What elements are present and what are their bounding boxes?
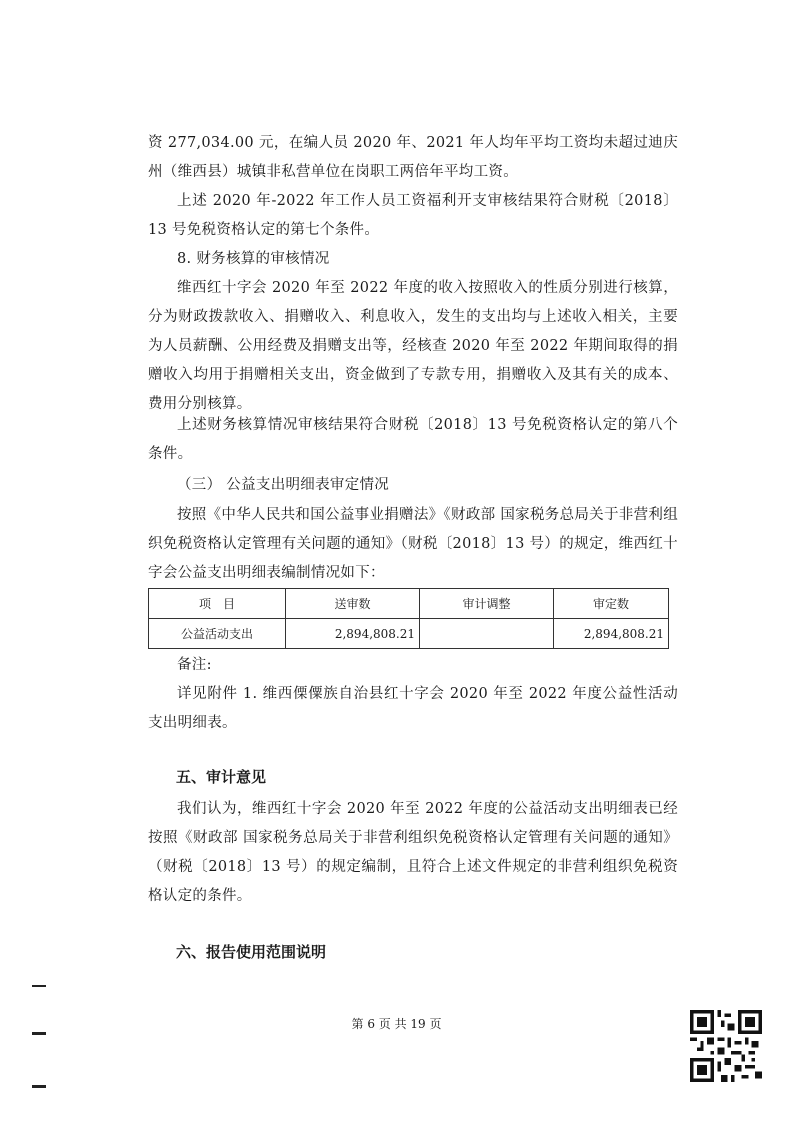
section-five-title: 五、审计意见: [176, 768, 267, 786]
paragraph-accounting-detail: 维西红十字会 2020 年至 2022 年度的收入按照收入的性质分别进行核算，分为财政拨款收入、捐赠收入、利息收入，发生的支出均与上述收入相关，主要为人员薪酬、公用经费及捐赠支出等，经核查 2020 年至 2022 年期间取得的捐赠收入均用于捐赠相关支出，资金做到了专款专用，捐赠收入及其有关的成本、费用分别核算。: [148, 280, 678, 412]
scan-mark: [32, 1032, 46, 1035]
paragraph-salary-conclusion: 资 277,034.00 元，在编人员 2020 年、2021 年人均年平均工资均未超过迪庆州（维西县）城镇非私营单位在岗职工两倍年平均工资。: [148, 135, 678, 180]
expense-summary-table: [148, 588, 669, 649]
header-adjustment: 审计调整: [420, 589, 554, 619]
paragraph-regulation-basis: 按照《中华人民共和国公益事业捐赠法》《财政部 国家税务总局关于非营利组织免税资格认定管理有关问题的通知》（财税〔2018〕13 号）的规定，维西红十字会公益支出明细表编制情况如下：: [148, 507, 678, 581]
cell-approved: 2,894,808.21: [554, 619, 669, 649]
table-row: [149, 619, 669, 649]
section-five-text: 我们认为，维西红十字会 2020 年至 2022 年度的公益活动支出明细表已经按照《财政部 国家税务总局关于非营利组织免税资格认定管理有关问题的通知》（财税〔2018〕13 号）的规定编制，且符合上述文件规定的非营利组织免税资格认定的条件。: [148, 801, 678, 904]
scan-mark: [32, 985, 46, 987]
note-label: 备注:: [177, 657, 212, 673]
cell-submitted: 2,894,808.21: [286, 619, 420, 649]
table-header-row: [149, 589, 669, 619]
cell-adjustment: [420, 619, 554, 649]
header-approved: 审定数: [554, 589, 669, 619]
paragraph-condition-eight: 上述财务核算情况审核结果符合财税〔2018〕13 号免税资格认定的第八个条件。: [148, 417, 678, 462]
paragraph-condition-seven: 上述 2020 年-2022 年工作人员工资福利开支审核结果符合财税〔2018〕13 号免税资格认定的第七个条件。: [148, 193, 678, 238]
subheading-accounting-review: 8. 财务核算的审核情况: [177, 251, 330, 267]
header-item: 项 目: [149, 589, 286, 619]
qr-code-icon: [690, 1010, 762, 1082]
cell-item: 公益活动支出: [149, 619, 286, 649]
scan-mark: [32, 1085, 46, 1088]
note-text: 详见附件 1. 维西傈僳族自治县红十字会 2020 年至 2022 年度公益性活动支出明细表。: [148, 686, 678, 731]
header-submitted: 送审数: [286, 589, 420, 619]
page-number: 第 6 页 共 19 页: [351, 1017, 442, 1031]
section-six-title: 六、报告使用范围说明: [176, 943, 327, 961]
subheading-public-expense-review: （三） 公益支出明细表审定情况: [177, 477, 390, 493]
